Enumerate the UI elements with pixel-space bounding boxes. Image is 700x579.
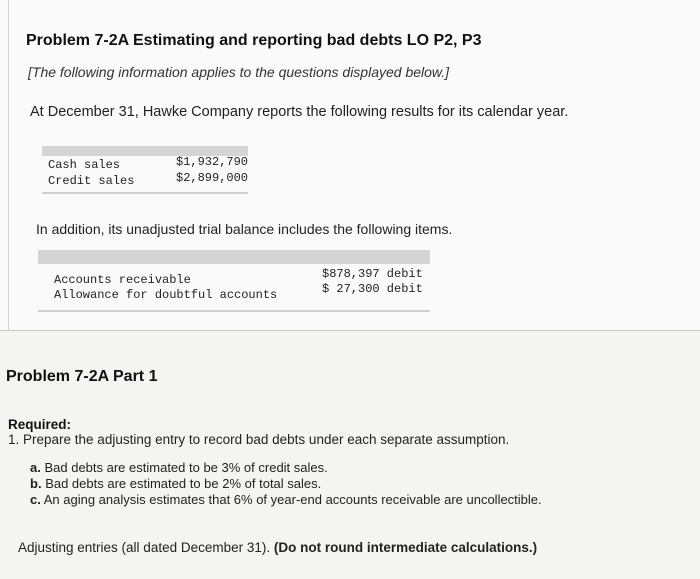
- assumption-b: [30, 476, 321, 491]
- assumption-a: [30, 460, 328, 475]
- required-item: 1. Prepare the adjusting entry to record bad debts under each separate assumption.: [8, 432, 510, 447]
- panel-border: [8, 0, 9, 330]
- problem-intro: At December 31, Hawke Company reports the following results for its calendar year.: [30, 104, 569, 120]
- adjusting-prefix: Adjusting entries (all dated December 31).: [18, 540, 271, 555]
- assumption-letter: c.: [30, 492, 41, 507]
- adjusting-note: (Do not round intermediate calculations.): [273, 540, 538, 555]
- required-label: Required:: [8, 417, 72, 432]
- problem-title: Problem 7-2A Estimating and reporting bad debts LO P2, P3: [26, 32, 482, 49]
- sales-table: [42, 146, 248, 194]
- assumption-text: Bad debts are estimated to be 3% of credit sales.: [44, 460, 328, 475]
- table-header-bar: [38, 250, 430, 264]
- trial-row-label: Accounts receivable: [54, 273, 191, 287]
- assumption-letter: b.: [30, 476, 42, 491]
- sales-row-value: $1,932,790: [176, 155, 249, 169]
- trial-row-value: $ 27,300 debit: [322, 282, 423, 296]
- assumption-text: An aging analysis estimates that 6% of year-end accounts receivable are uncollectible.: [43, 492, 542, 507]
- adjusting-entries-instruction: [18, 540, 537, 555]
- trial-row-label: Allowance for doubtful accounts: [54, 288, 278, 302]
- sales-row-label: Cash sales: [48, 158, 121, 172]
- addition-text: In addition, its unadjusted trial balance includes the following items.: [36, 221, 453, 237]
- trial-row-value: $878,397 debit: [322, 267, 423, 281]
- table-bottom-rule: [38, 310, 430, 312]
- trial-balance-table: [38, 250, 430, 314]
- part-heading: Problem 7-2A Part 1: [6, 368, 158, 385]
- assumption-text: Bad debts are estimated to be 2% of total sales.: [45, 476, 322, 491]
- sales-row-label: Credit sales: [48, 174, 135, 188]
- assumption-c: [30, 492, 542, 507]
- assumption-letter: a.: [30, 460, 41, 475]
- table-bottom-rule: [42, 192, 248, 194]
- sales-row-value: $2,899,000: [176, 171, 249, 185]
- problem-note: [The following information applies to the questions displayed below.]: [28, 64, 450, 80]
